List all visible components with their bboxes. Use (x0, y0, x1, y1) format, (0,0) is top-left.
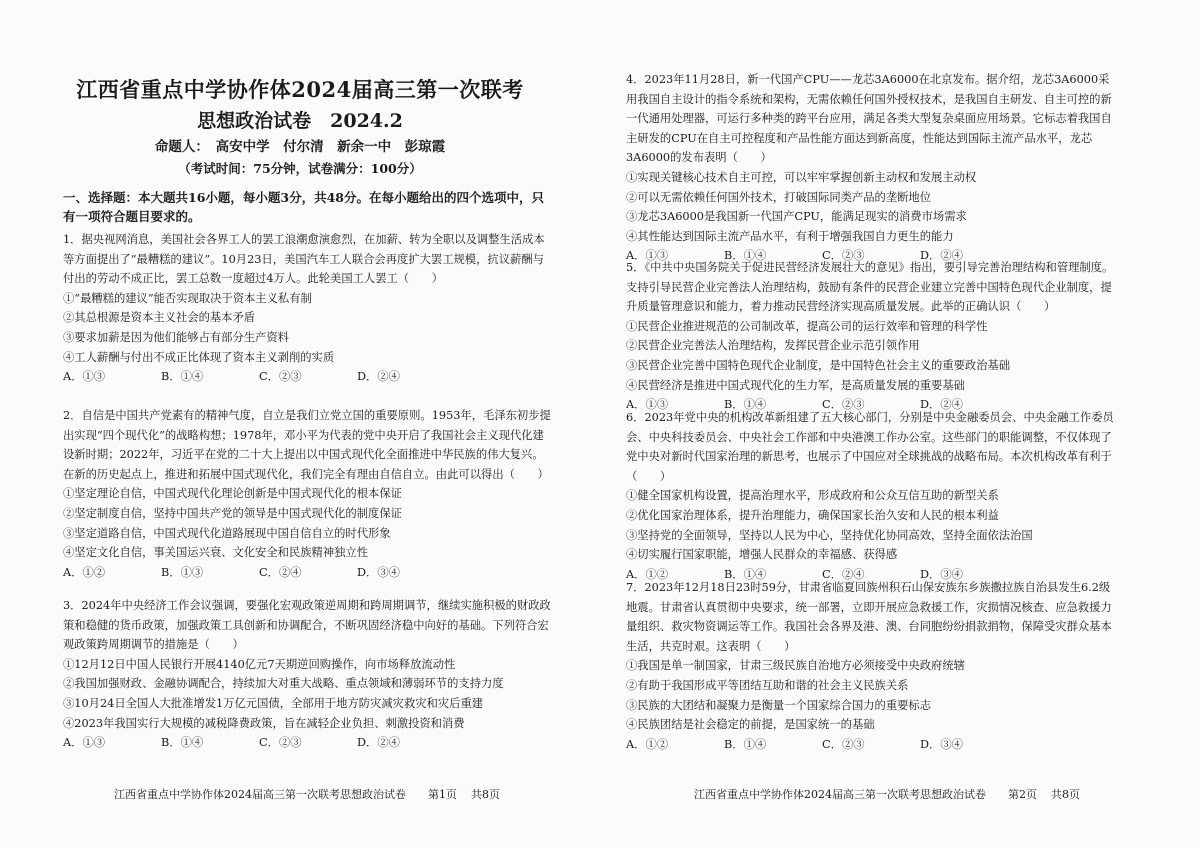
option: ①12月12日中国人民银行开展4140亿元7天期逆回购操作，向市场释放流动性 (63, 657, 456, 671)
choice-b[interactable]: B．①③ (161, 565, 204, 579)
option: ④其性能达到国际主流产品水平，有利于增强我国自力更生的能力 (626, 229, 954, 243)
option: ③民族的大团结和凝聚力是衡量一个国家综合国力的重要标志 (626, 698, 932, 712)
choice-d[interactable]: D．③④ (920, 737, 963, 751)
option: ②坚定制度自信，坚持中国共产党的领导是中国式现代化的制度保证 (63, 506, 402, 520)
page-right (600, 0, 1200, 848)
choice-c[interactable]: C．②③ (259, 370, 302, 384)
option: ①实现关键核心技术自主可控，可以牢牢掌握创新主动权和发展主动权 (626, 170, 977, 184)
option: ②优化国家治理体系，提升治理能力，确保国家长治久安和人民的根本利益 (626, 508, 999, 522)
exam-setters: 命题人： 高安中学 付尔清 新余一中 彭琼霞 (154, 139, 446, 155)
choice-c[interactable]: C．②④ (822, 567, 865, 581)
section-heading: 一、选择题：本大题共16小题，每小题3分，共48分。在每小题给出的四个选项中，只有一项符合题目要求的。 (63, 190, 544, 224)
question-7 (626, 578, 1116, 754)
choice-a[interactable]: A．①② (626, 567, 669, 581)
answer-choices (63, 733, 553, 753)
question-stem: 3．2024年中央经济工作会议强调，要强化宏观政策逆周期和跨周期调节，继续实施积极的财政政策和稳健的货币政策，加强政策工具创新和协调配合，不断巩固经济稳中向好的基础。下列符合宏观政策跨周期调节的措施是（ ） (63, 599, 551, 652)
choice-d[interactable]: D．②④ (357, 736, 400, 750)
option: ④民族团结是社会稳定的前提，是国家统一的基础 (626, 718, 875, 732)
question-stem: 6．2023年党中央的机构改革新组建了五大核心部门，分别是中央金融委员会、中央金融工作委员会、中央科技委员会、中央社会工作部和中央港澳工作办公室。这些部门的职能调整，不仅体现了党中央对新时代国家治理的新思考，也展示了中国应对全球挑战的战略布局。本次机构改革有利于（ ） (626, 411, 1114, 483)
choice-a[interactable]: A．①② (626, 737, 669, 751)
option: ④民营经济是推进中国式现代化的生力军，是高质量发展的重要基础 (626, 378, 965, 392)
page-total: 共8页 (1051, 788, 1080, 801)
choice-b[interactable]: B．①④ (724, 737, 767, 751)
option: ④工人薪酬与付出不成正比体现了资本主义剥削的实质 (63, 350, 335, 364)
choice-c[interactable]: C．②③ (822, 398, 865, 412)
choice-d[interactable]: D．③④ (920, 567, 963, 581)
option: ①坚定理论自信，中国式现代化理论创新是中国式现代化的根本保证 (63, 487, 402, 501)
question-stem: 2．自信是中国共产党素有的精神气度，自立是我们立党立国的重要原则。1953年，毛泽东初步提出实现“四个现代化”的战略构想；1978年，邓小平为代表的党中央开启了我国社会主义现代化建设新时期；2022年，习近平在党的二十大上提出以中国式现代化全面推进中华民族的伟大复兴。在新的历史起点上，推进和拓展中国式现代化，我们完全有理由自信自立。由此可以得出（ ） (63, 409, 551, 481)
question-stem: 5．《中共中央国务院关于促进民营经济发展壮大的意见》指出，要引导完善治理结构和管理制度。支持引导民营企业完善法人治理结构，鼓励有条件的民营企业建立完善中国特色现代企业制度，提升质量管理意识和能力，着力推动民营经济实现高质量发展。此举的正确认识（ ） (626, 261, 1114, 314)
exam-info: （考试时间：75分钟，试卷满分：100分） (178, 161, 422, 176)
exam-subtitle: 思想政治试卷 2024.2 (197, 110, 403, 132)
choice-a[interactable]: A．①③ (63, 370, 106, 384)
option: ②可以无需依赖任何国外技术，打破国际同类产品的垄断地位 (626, 190, 932, 204)
question-5 (626, 258, 1116, 415)
option: ①“最糟糕的建议”能否实现取决于资本主义私有制 (63, 291, 312, 305)
option: ①我国是单一制国家，甘肃三级民族自治地方必须接受中央政府统辖 (626, 659, 965, 673)
choice-d[interactable]: D．③④ (357, 565, 400, 579)
option: ②有助于我国形成平等团结互助和谐的社会主义民族关系 (626, 678, 909, 692)
choice-a[interactable]: A．①② (63, 565, 106, 579)
option: ③民营企业完善中国特色现代企业制度，是中国特色社会主义的重要政治基础 (626, 358, 1011, 372)
option: ③坚持党的全面领导，坚持以人民为中心，坚持优化协同高效，坚持全面依法治国 (626, 528, 1033, 542)
answer-choices (626, 735, 1116, 755)
choice-d[interactable]: D．②④ (920, 398, 963, 412)
choice-c[interactable]: C．②③ (822, 249, 865, 263)
choice-b[interactable]: B．①④ (724, 398, 767, 412)
option: ④2023年我国实行大规模的减税降费政策，旨在减轻企业负担、刺激投资和消费 (63, 716, 465, 730)
option: ③10月24日全国人大批准增发1万亿元国债，全部用于地方防灾减灾救灾和灾后重建 (63, 696, 484, 710)
choice-d[interactable]: D．②④ (357, 370, 400, 384)
question-6 (626, 408, 1116, 584)
choice-a[interactable]: A．①③ (626, 398, 669, 412)
choice-b[interactable]: B．①④ (724, 567, 767, 581)
choice-b[interactable]: B．①④ (161, 736, 204, 750)
question-stem: 1．据央视网消息，美国社会各界工人的罢工浪潮愈演愈烈，在加薪、转为全职以及调整生活成本等方面提出了“最糟糕的建议”。10月23日，美国汽车工人联合会再度扩大罢工规模，抗议薪酬与付出的劳动不成正比，罢工总数一度超过4万人。此轮美国工人罢工（ ） (63, 233, 545, 286)
option: ④切实履行国家职能，增强人民群众的幸福感、获得感 (626, 548, 898, 562)
page-number: 第1页 (428, 788, 457, 801)
page-total: 共8页 (471, 788, 500, 801)
answer-choices (63, 563, 553, 583)
footer-title: 江西省重点中学协作体2024届高三第一次联考思想政治试卷 (114, 788, 406, 801)
question-stem: 4．2023年11月28日，新一代国产CPU——龙芯3A6000在北京发布。据介绍，龙芯3A6000采用我国自主设计的指令系统和架构，无需依赖任何国外授权技术，是我国自主研发、自主可控的新一代通用处理器，可运行多种类的跨平台应用，满足各类大型复杂桌面应用场景。它标志着我国自主研发的CPU在自主可控程度和产品性能方面达到新高度，性能达到国际主流产品水平，龙芯3A6000的发布表明（ ） (626, 73, 1112, 165)
option: ②民营企业完善法人治理结构，发挥民营企业示范引领作用 (626, 339, 920, 353)
question-3 (63, 596, 553, 753)
choice-a[interactable]: A．①③ (63, 736, 106, 750)
option: ①民营企业推进规范的公司制改革，提高公司的运行效率和管理的科学性 (626, 319, 988, 333)
exam-title: 江西省重点中学协作体2024届高三第一次联考 (76, 77, 524, 102)
option: ③坚定道路自信，中国式现代化道路展现中国自信自立的时代形象 (63, 526, 391, 540)
question-4 (626, 70, 1116, 266)
question-2 (63, 406, 553, 582)
page-footer (114, 786, 500, 802)
choice-c[interactable]: C．②③ (822, 737, 865, 751)
question-1 (63, 230, 553, 387)
choice-b[interactable]: B．①④ (161, 370, 204, 384)
option: ①健全国家机构设置，提高治理水平，形成政府和公众互信互助的新型关系 (626, 489, 999, 503)
page-footer (694, 786, 1080, 802)
option: ②其总根源是资本主义社会的基本矛盾 (63, 311, 256, 325)
option: ③要求加薪是因为他们能够占有部分生产资料 (63, 330, 289, 344)
footer-title: 江西省重点中学协作体2024届高三第一次联考思想政治试卷 (694, 788, 986, 801)
page-number: 第2页 (1008, 788, 1037, 801)
option: ④坚定文化自信，事关国运兴衰、文化安全和民族精神独立性 (63, 546, 369, 560)
question-stem: 7．2023年12月18日23时59分，甘肃省临夏回族州积石山保安族东乡族撒拉族自治县发生6.2级地震。甘肃省认真贯彻中央要求，统一部署，立即开展应急救援工作，灾损情况核查、应急救援力量组织、救灾物资调运等工作。我国社会各界及港、澳、台同胞纷纷捐款捐物，保障受灾群众基本生活，共克时艰。这表明（ ） (626, 581, 1112, 653)
choice-a[interactable]: A．①③ (626, 249, 669, 263)
option: ③龙芯3A6000是我国新一代国产CPU，能满足现实的消费市场需求 (626, 210, 967, 224)
choice-b[interactable]: B．①④ (724, 249, 767, 263)
choice-c[interactable]: C．②④ (259, 565, 302, 579)
answer-choices (63, 367, 553, 387)
choice-c[interactable]: C．②③ (259, 736, 302, 750)
choice-d[interactable]: D．②④ (920, 249, 963, 263)
option: ②我国加强财政、金融协调配合，持续加大对重大战略、重点领域和薄弱环节的支持力度 (63, 677, 504, 691)
